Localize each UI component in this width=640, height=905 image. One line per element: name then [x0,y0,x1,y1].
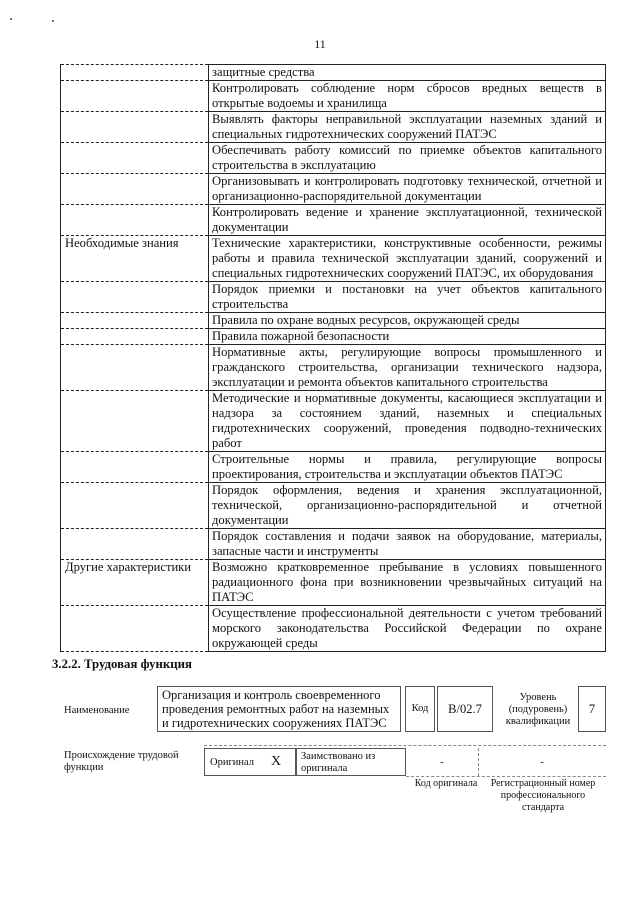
borrowed-label: Заимствовано из оригинала [301,751,376,774]
original-label: Оригинал [210,757,254,768]
row-text: Возможно кратковременное пребывание в условиях повышенного радиационного фона при возникновении чрезвычайных ситуаций на ПАТЭС [209,560,606,606]
table-row [61,205,606,236]
name-label: Наименование [64,705,130,716]
row-label [61,345,209,391]
table-row [61,174,606,205]
name-value: Организация и контроль своевременного проведения ремонтных работ на наземных и гидротехнических сооружениях ПАТЭС [162,688,390,730]
level-value-box [578,686,606,732]
row-text: Контролировать ведение и хранение эксплуатационной, технической документации [209,205,606,236]
row-label [61,391,209,452]
row-text: Выявлять факторы неправильной эксплуатации наземных зданий и специальных гидротехнических сооружений ПАТЭС [209,112,606,143]
row-label [61,282,209,313]
row-label: Необходимые знания [61,236,209,282]
table-row [61,560,606,606]
row-text: Строительные нормы и правила, регулирующие вопросы проектирования, строительства и эксплуатации объектов ПАТЭС [209,452,606,483]
row-label [61,606,209,652]
row-text: Технические характеристики, конструктивные особенности, режимы работы и правила технической эксплуатации зданий, сооружений и специальных гидротехнических сооружений ПАТЭС, их оборудования [209,236,606,282]
reg-number-cell [478,748,606,776]
table-row [61,452,606,483]
row-text: Порядок приемки и постановки на учет объектов капитального строительства [209,282,606,313]
table-row [61,391,606,452]
row-text: Правила пожарной безопасности [209,329,606,345]
code-value-box [437,686,493,732]
level-label: Уровень (подуровень) квалификации [505,692,571,727]
page-number: 11 [314,37,326,51]
table-row [61,529,606,560]
borrowed-box [296,748,406,776]
row-text: защитные средства [209,65,606,81]
name-value-box [157,686,401,732]
origin-top-line [204,745,606,746]
row-label [61,313,209,329]
level-value: 7 [588,702,596,716]
table-row [61,329,606,345]
row-label [61,174,209,205]
row-text: Осуществление профессиональной деятельности с учетом требований морского законодательства Российской Федерации по охране окружающей среды [209,606,606,652]
table-row [61,282,606,313]
row-text: Контролировать соблюдение норм сбросов вредных веществ в открытые водоемы и хранилища [209,81,606,112]
table-row [61,65,606,81]
code-original-cell [406,748,479,776]
row-label [61,205,209,236]
code-label: Код [411,703,429,714]
scan-dot [10,18,12,20]
section-heading: 3.2.2. Трудовая функция [52,657,192,671]
row-label [61,329,209,345]
row-label [61,483,209,529]
row-label [61,112,209,143]
row-label [61,143,209,174]
table-row [61,606,606,652]
table-row [61,143,606,174]
knowledge-skills-table [60,64,606,652]
reg-number-value: - [540,756,544,768]
table-row [61,483,606,529]
table-row [61,313,606,329]
table-row [61,112,606,143]
origin-bottom-line [406,776,606,777]
code-label-box [405,686,435,732]
scan-dot [52,20,54,22]
original-box [204,748,296,776]
table-row [61,236,606,282]
row-text: Порядок оформления, ведения и хранения эксплуатационной, технической, организационно-распорядительной и отчетной документации [209,483,606,529]
row-text: Порядок составления и подачи заявок на оборудование, материалы, запасные части и инструменты [209,529,606,560]
code-value: B/02.7 [448,702,482,716]
table-row [61,81,606,112]
row-text: Нормативные акты, регулирующие вопросы промышленного и гражданского строительства, организации технического надзора, эксплуатации и ремонта объектов капитального строительства [209,345,606,391]
row-label [61,65,209,81]
origin-label: Происхождение трудовой функции [64,750,179,773]
row-label [61,81,209,112]
table-row [61,345,606,391]
reg-number-label: Регистрационный номер профессионального стандарта [490,778,596,813]
row-label: Другие характеристики [61,560,209,606]
row-text: Правила по охране водных ресурсов, окружающей среды [209,313,606,329]
row-label [61,452,209,483]
row-text: Методические и нормативные документы, касающиеся эксплуатации и надзора за состоянием зданий, наземных и специальных гидротехнических сооружений, проведения подводно-технических работ [209,391,606,452]
row-label [61,529,209,560]
original-mark: X [271,754,282,769]
row-text: Организовывать и контролировать подготовку технической, отчетной и организационно-распорядительной документации [209,174,606,205]
row-text: Обеспечивать работу комиссий по приемке объектов капитального строительства в эксплуатацию [209,143,606,174]
code-original-value: - [440,756,444,768]
code-original-label: Код оригинала [414,778,478,789]
